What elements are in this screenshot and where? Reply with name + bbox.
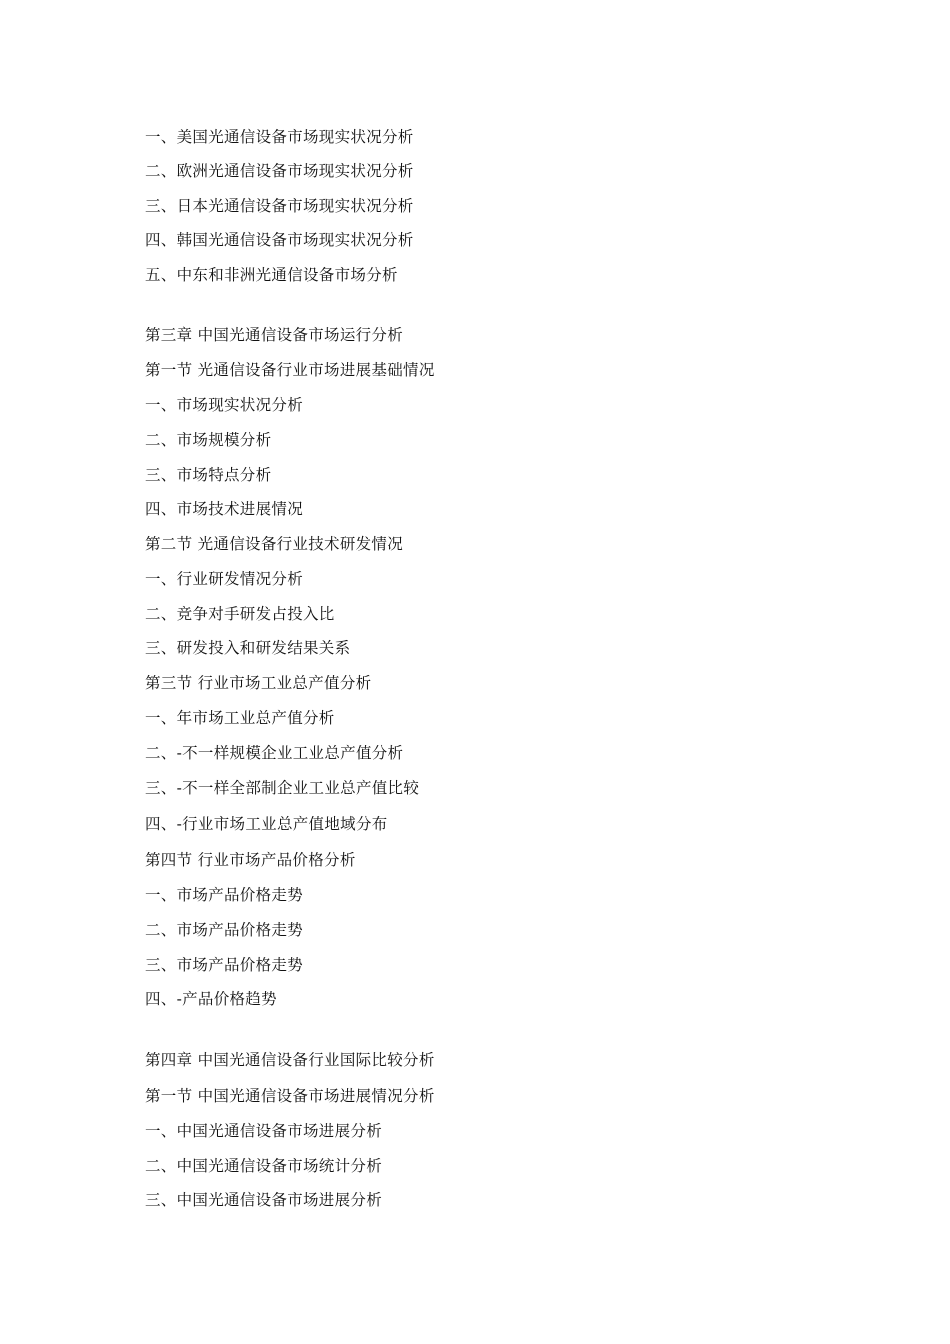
chapter-heading: 第三章 中国光通信设备市场运行分析 (145, 326, 404, 344)
section-heading: 第三节 行业市场工业总产值分析 (145, 674, 372, 692)
toc-item: 四、韩国光通信设备市场现实状况分析 (145, 231, 414, 249)
chapter-heading: 第四章 中国光通信设备行业国际比较分析 (145, 1051, 435, 1069)
toc-item: 一、中国光通信设备市场进展分析 (145, 1122, 383, 1140)
toc-item: 三、日本光通信设备市场现实状况分析 (145, 197, 414, 215)
toc-item: 三、市场特点分析 (145, 466, 272, 484)
toc-item: 三、-不一样全部制企业工业总产值比较 (145, 779, 420, 797)
toc-item: 四、市场技术进展情况 (145, 500, 304, 518)
toc-item: 二、竞争对手研发占投入比 (145, 605, 335, 623)
section-heading: 第一节 光通信设备行业市场进展基础情况 (145, 361, 435, 379)
section-heading: 第一节 中国光通信设备市场进展情况分析 (145, 1087, 435, 1105)
toc-item: 一、年市场工业总产值分析 (145, 709, 335, 727)
toc-item: 二、市场规模分析 (145, 431, 272, 449)
toc-item: 二、中国光通信设备市场统计分析 (145, 1157, 383, 1175)
toc-item: 三、研发投入和研发结果关系 (145, 639, 351, 657)
toc-item: 四、-产品价格趋势 (145, 990, 277, 1008)
toc-item: 三、中国光通信设备市场进展分析 (145, 1191, 383, 1209)
toc-item: 四、-行业市场工业总产值地域分布 (145, 815, 388, 833)
toc-item: 二、市场产品价格走势 (145, 921, 304, 939)
toc-item: 一、市场现实状况分析 (145, 396, 304, 414)
toc-item: 一、市场产品价格走势 (145, 886, 304, 904)
section-heading: 第二节 光通信设备行业技术研发情况 (145, 535, 404, 553)
toc-item: 一、美国光通信设备市场现实状况分析 (145, 128, 414, 146)
section-heading: 第四节 行业市场产品价格分析 (145, 851, 356, 869)
toc-item: 二、欧洲光通信设备市场现实状况分析 (145, 162, 414, 180)
toc-item: 五、中东和非洲光通信设备市场分析 (145, 266, 398, 284)
toc-item: 一、行业研发情况分析 (145, 570, 304, 588)
toc-item: 二、-不一样规模企业工业总产值分析 (145, 744, 404, 762)
toc-item: 三、市场产品价格走势 (145, 956, 304, 974)
